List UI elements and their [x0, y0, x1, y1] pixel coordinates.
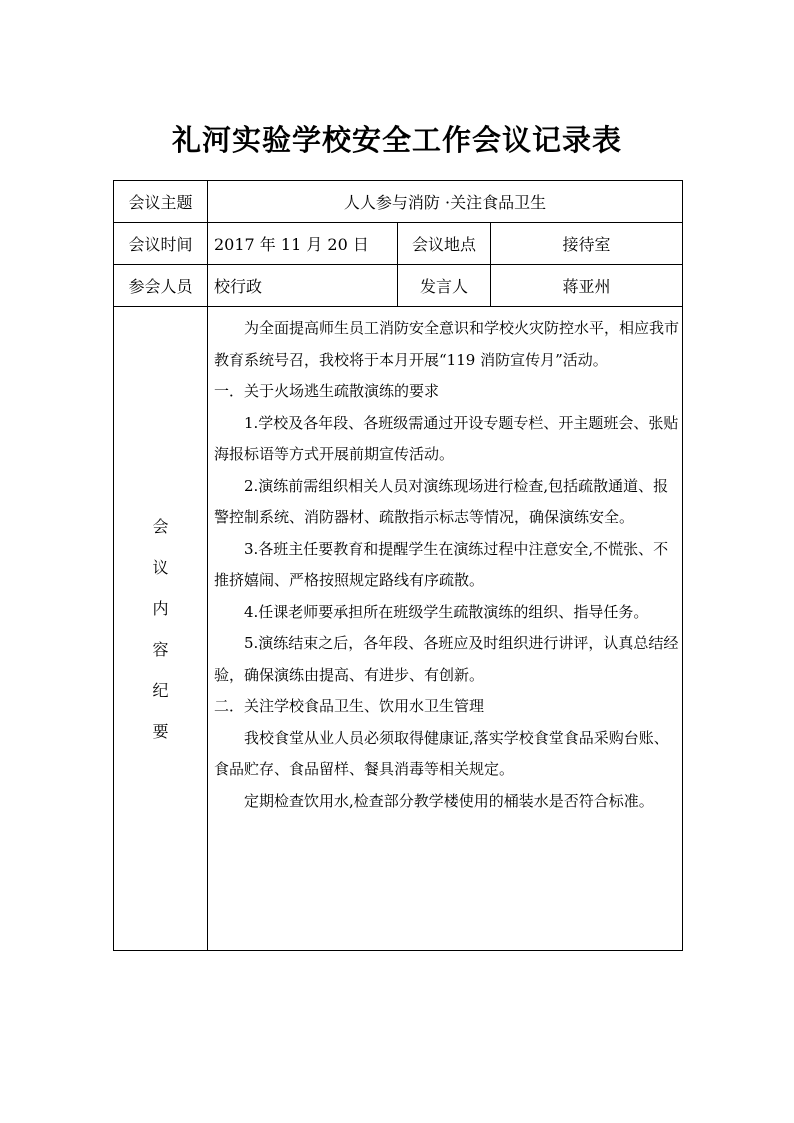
summary-content	[208, 307, 683, 951]
theme-row	[114, 181, 683, 223]
time-label: 会议时间	[114, 223, 208, 265]
summary-label-char: 要	[152, 721, 169, 741]
list-item: 1.学校及各年段、各班级需通过开设专题专栏、开主题班会、张贴海报标语等方式开展前期宣传活动。	[214, 413, 679, 463]
list-item: 5.演练结束之后，各年段、各班应及时组织进行讲评，认真总结经验，确保演练由提高、有进步、有创新。	[214, 634, 679, 684]
location-value: 接待室	[491, 223, 683, 265]
list-item: 4.任课老师要承担所在班级学生疏散演练的组织、指导任务。	[244, 602, 649, 621]
summary-label	[114, 307, 208, 951]
summary-label-char: 容	[152, 639, 169, 659]
speaker-label: 发言人	[398, 265, 491, 307]
intro-paragraph: 为全面提高师生员工消防安全意识和学校火灾防控水平，相应我市教育系统号召，我校将于本月开展“119 消防宣传月”活动。	[214, 319, 680, 369]
list-item: 3.各班主任要教育和提醒学生在演练过程中注意安全,不慌张、不推挤嬉闹、严格按照规定路线有序疏散。	[214, 539, 669, 589]
attendees-row	[114, 265, 683, 307]
document-title: 礼河实验学校安全工作会议记录表	[171, 123, 622, 157]
meeting-record-table	[113, 180, 683, 951]
section-heading-food-safety: 二．关注学校食品卫生、饮用水卫生管理	[214, 697, 485, 715]
time-row	[114, 223, 683, 265]
summary-label-char: 会	[152, 516, 169, 536]
water-check-paragraph: 定期检查饮用水,检查部分教学楼使用的桶装水是否符合标准。	[244, 791, 654, 810]
theme-value: 人人参与消防 ·关注食品卫生	[208, 181, 683, 223]
summary-label-char: 纪	[152, 680, 169, 700]
location-label: 会议地点	[398, 223, 491, 265]
theme-label: 会议主题	[114, 181, 208, 223]
summary-label-char: 议	[152, 557, 169, 577]
list-item: 2.演练前需组织相关人员对演练现场进行检查,包括疏散通道、报警控制系统、消防器材、疏散指示标志等情况，确保演练安全。	[214, 476, 669, 526]
section-heading-evacuation: 一．关于火场逃生疏散演练的要求	[214, 382, 440, 400]
food-safety-paragraph: 我校食堂从业人员必须取得健康证,落实学校食堂食品采购台账、食品贮存、食品留样、餐具消毒等相关规定。	[214, 728, 669, 778]
time-value: 2017 年 11 月 20 日	[208, 223, 398, 265]
summary-label-char: 内	[152, 598, 169, 618]
attendees-value: 校行政	[208, 265, 398, 307]
summary-row	[114, 307, 683, 951]
attendees-label: 参会人员	[114, 265, 208, 307]
speaker-value: 蒋亚州	[491, 265, 683, 307]
